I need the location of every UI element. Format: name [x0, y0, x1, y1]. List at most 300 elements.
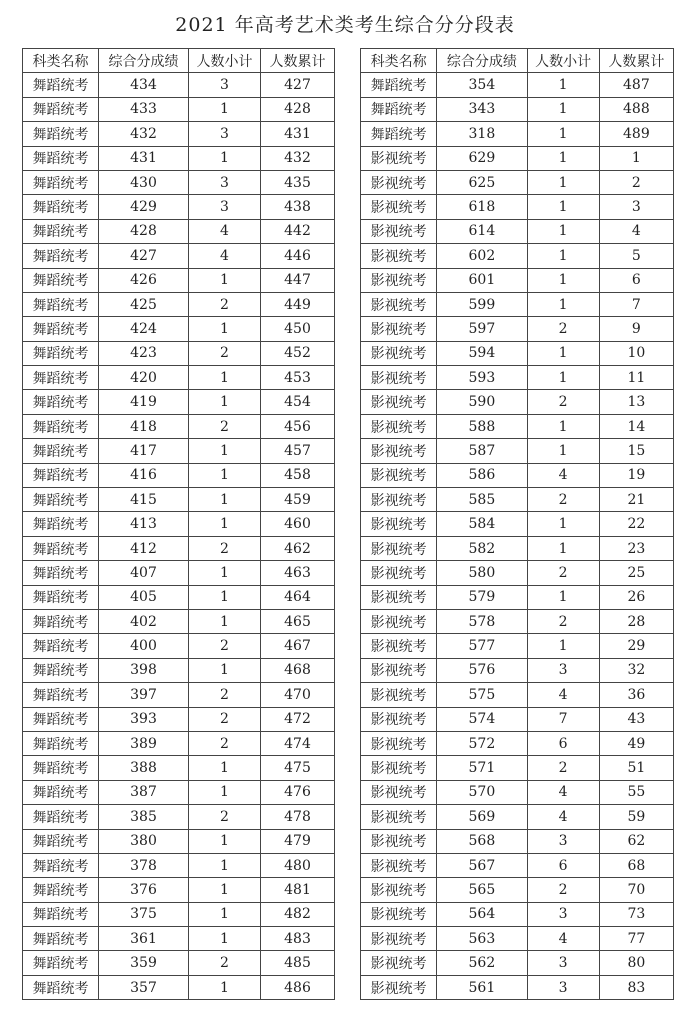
cell-subject: 影视统考 [361, 244, 437, 268]
cell-cumulative: 29 [599, 634, 673, 658]
table-row [361, 829, 674, 853]
cell-count: 1 [527, 292, 599, 316]
cell-cumulative: 22 [599, 512, 673, 536]
table-row [361, 561, 674, 585]
cell-cumulative: 25 [599, 561, 673, 585]
table-row [23, 853, 335, 877]
cell-score: 561 [437, 975, 527, 999]
table-row [23, 390, 335, 414]
cell-subject: 影视统考 [361, 512, 437, 536]
cell-score: 572 [437, 731, 527, 755]
cell-subject: 影视统考 [361, 146, 437, 170]
table-row [23, 975, 335, 999]
cell-count: 2 [527, 561, 599, 585]
table-row [361, 585, 674, 609]
cell-count: 2 [189, 414, 261, 438]
cell-count: 1 [189, 488, 261, 512]
table-row [361, 683, 674, 707]
cell-score: 614 [437, 219, 527, 243]
header-subject: 科类名称 [361, 49, 437, 73]
cell-subject: 舞蹈统考 [23, 463, 99, 487]
header-score: 综合分成绩 [99, 49, 189, 73]
cell-score: 597 [437, 317, 527, 341]
cell-count: 3 [527, 658, 599, 682]
cell-count: 1 [527, 634, 599, 658]
cell-subject: 舞蹈统考 [23, 341, 99, 365]
cell-score: 565 [437, 878, 527, 902]
cell-subject: 影视统考 [361, 561, 437, 585]
cell-cumulative: 28 [599, 609, 673, 633]
cell-score: 568 [437, 829, 527, 853]
cell-subject: 舞蹈统考 [23, 122, 99, 146]
cell-subject: 影视统考 [361, 951, 437, 975]
cell-score: 562 [437, 951, 527, 975]
cell-subject: 舞蹈统考 [23, 439, 99, 463]
cell-subject: 影视统考 [361, 341, 437, 365]
cell-subject: 舞蹈统考 [23, 756, 99, 780]
cell-count: 7 [527, 707, 599, 731]
cell-subject: 影视统考 [361, 829, 437, 853]
table-row [23, 170, 335, 194]
cell-cumulative: 23 [599, 536, 673, 560]
cell-cumulative: 488 [599, 97, 673, 121]
cell-subject: 舞蹈统考 [23, 951, 99, 975]
table-row [23, 317, 335, 341]
cell-cumulative: 62 [599, 829, 673, 853]
cell-cumulative: 428 [261, 97, 335, 121]
cell-score: 584 [437, 512, 527, 536]
cell-score: 380 [99, 829, 189, 853]
cell-subject: 舞蹈统考 [23, 390, 99, 414]
cell-subject: 影视统考 [361, 219, 437, 243]
table-row [361, 878, 674, 902]
cell-subject: 影视统考 [361, 317, 437, 341]
cell-cumulative: 13 [599, 390, 673, 414]
cell-score: 376 [99, 878, 189, 902]
cell-count: 1 [527, 244, 599, 268]
page-title: 2021 年高考艺术类考生综合分分段表 [175, 14, 515, 36]
cell-cumulative: 49 [599, 731, 673, 755]
table-row [23, 951, 335, 975]
cell-score: 424 [99, 317, 189, 341]
cell-score: 420 [99, 366, 189, 390]
table-row [23, 122, 335, 146]
cell-count: 6 [527, 731, 599, 755]
table-row [23, 463, 335, 487]
cell-score: 629 [437, 146, 527, 170]
cell-count: 1 [527, 97, 599, 121]
cell-score: 580 [437, 561, 527, 585]
cell-subject: 舞蹈统考 [361, 122, 437, 146]
cell-subject: 舞蹈统考 [23, 853, 99, 877]
table-row [23, 658, 335, 682]
table-row [361, 975, 674, 999]
cell-subject: 影视统考 [361, 536, 437, 560]
cell-cumulative: 70 [599, 878, 673, 902]
table-row [23, 488, 335, 512]
cell-score: 593 [437, 366, 527, 390]
cell-count: 1 [189, 317, 261, 341]
cell-count: 1 [527, 268, 599, 292]
cell-score: 433 [99, 97, 189, 121]
cell-subject: 影视统考 [361, 414, 437, 438]
cell-count: 3 [527, 829, 599, 853]
cell-score: 575 [437, 683, 527, 707]
cell-subject: 舞蹈统考 [23, 561, 99, 585]
header-cumulative: 人数累计 [261, 49, 335, 73]
cell-subject: 舞蹈统考 [23, 707, 99, 731]
table-row [23, 512, 335, 536]
cell-count: 1 [189, 463, 261, 487]
cell-subject: 舞蹈统考 [23, 170, 99, 194]
cell-score: 587 [437, 439, 527, 463]
cell-subject: 舞蹈统考 [23, 73, 99, 97]
cell-score: 576 [437, 658, 527, 682]
cell-cumulative: 452 [261, 341, 335, 365]
table-row [361, 756, 674, 780]
cell-subject: 影视统考 [361, 756, 437, 780]
cell-score: 389 [99, 731, 189, 755]
cell-cumulative: 456 [261, 414, 335, 438]
cell-cumulative: 462 [261, 536, 335, 560]
table-row [23, 195, 335, 219]
cell-cumulative: 472 [261, 707, 335, 731]
cell-count: 1 [189, 927, 261, 951]
cell-count: 4 [189, 219, 261, 243]
cell-cumulative: 463 [261, 561, 335, 585]
cell-cumulative: 2 [599, 170, 673, 194]
cell-count: 2 [189, 683, 261, 707]
cell-score: 428 [99, 219, 189, 243]
cell-cumulative: 9 [599, 317, 673, 341]
cell-count: 2 [527, 609, 599, 633]
cell-score: 359 [99, 951, 189, 975]
cell-cumulative: 487 [599, 73, 673, 97]
cell-cumulative: 4 [599, 219, 673, 243]
cell-cumulative: 43 [599, 707, 673, 731]
cell-count: 1 [189, 756, 261, 780]
cell-score: 407 [99, 561, 189, 585]
header-score: 综合分成绩 [437, 49, 527, 73]
cell-score: 418 [99, 414, 189, 438]
cell-count: 1 [527, 146, 599, 170]
cell-cumulative: 460 [261, 512, 335, 536]
cell-subject: 影视统考 [361, 170, 437, 194]
cell-score: 567 [437, 853, 527, 877]
cell-score: 417 [99, 439, 189, 463]
table-row [361, 927, 674, 951]
cell-cumulative: 457 [261, 439, 335, 463]
table-row [361, 902, 674, 926]
cell-cumulative: 489 [599, 122, 673, 146]
table-row [23, 561, 335, 585]
table-row [23, 927, 335, 951]
cell-count: 1 [189, 390, 261, 414]
cell-cumulative: 80 [599, 951, 673, 975]
cell-cumulative: 482 [261, 902, 335, 926]
table-row [361, 170, 674, 194]
cell-cumulative: 485 [261, 951, 335, 975]
cell-count: 1 [189, 780, 261, 804]
cell-score: 405 [99, 585, 189, 609]
cell-cumulative: 459 [261, 488, 335, 512]
cell-score: 402 [99, 609, 189, 633]
cell-score: 434 [99, 73, 189, 97]
cell-cumulative: 21 [599, 488, 673, 512]
cell-subject: 舞蹈统考 [23, 975, 99, 999]
cell-subject: 影视统考 [361, 805, 437, 829]
table-row [23, 731, 335, 755]
cell-count: 1 [189, 853, 261, 877]
cell-count: 1 [527, 585, 599, 609]
cell-score: 398 [99, 658, 189, 682]
header-cumulative: 人数累计 [599, 49, 673, 73]
cell-count: 2 [189, 341, 261, 365]
cell-score: 430 [99, 170, 189, 194]
cell-count: 1 [527, 122, 599, 146]
cell-count: 1 [527, 536, 599, 560]
cell-subject: 舞蹈统考 [23, 268, 99, 292]
cell-cumulative: 10 [599, 341, 673, 365]
table-row [361, 707, 674, 731]
cell-score: 423 [99, 341, 189, 365]
cell-count: 1 [527, 366, 599, 390]
table-row [23, 536, 335, 560]
cell-subject: 影视统考 [361, 731, 437, 755]
table-row [361, 122, 674, 146]
cell-count: 3 [527, 902, 599, 926]
cell-cumulative: 73 [599, 902, 673, 926]
cell-score: 413 [99, 512, 189, 536]
table-row [23, 902, 335, 926]
table-row [361, 366, 674, 390]
cell-count: 1 [189, 512, 261, 536]
cell-score: 574 [437, 707, 527, 731]
cell-cumulative: 486 [261, 975, 335, 999]
table-row [361, 244, 674, 268]
cell-cumulative: 14 [599, 414, 673, 438]
cell-cumulative: 1 [599, 146, 673, 170]
cell-cumulative: 83 [599, 975, 673, 999]
cell-cumulative: 475 [261, 756, 335, 780]
cell-subject: 舞蹈统考 [23, 683, 99, 707]
cell-count: 3 [527, 951, 599, 975]
cell-score: 571 [437, 756, 527, 780]
table-row [23, 244, 335, 268]
table-row [361, 317, 674, 341]
cell-subject: 影视统考 [361, 634, 437, 658]
table-row [23, 683, 335, 707]
cell-score: 564 [437, 902, 527, 926]
table-row [23, 73, 335, 97]
cell-score: 625 [437, 170, 527, 194]
table-row [23, 780, 335, 804]
table-row [361, 341, 674, 365]
cell-subject: 影视统考 [361, 975, 437, 999]
table-row [361, 488, 674, 512]
cell-count: 2 [189, 707, 261, 731]
table-row [23, 219, 335, 243]
cell-count: 1 [189, 829, 261, 853]
cell-count: 1 [527, 439, 599, 463]
cell-subject: 舞蹈统考 [23, 805, 99, 829]
cell-count: 2 [527, 756, 599, 780]
table-header-row [361, 49, 674, 73]
table-row [361, 97, 674, 121]
score-table-left [22, 48, 335, 1000]
table-row [361, 951, 674, 975]
cell-subject: 舞蹈统考 [361, 73, 437, 97]
table-row [23, 97, 335, 121]
cell-subject: 舞蹈统考 [23, 634, 99, 658]
cell-count: 2 [527, 878, 599, 902]
table-row [361, 390, 674, 414]
cell-count: 1 [189, 878, 261, 902]
cell-count: 2 [189, 536, 261, 560]
cell-cumulative: 450 [261, 317, 335, 341]
cell-subject: 舞蹈统考 [23, 902, 99, 926]
cell-cumulative: 480 [261, 853, 335, 877]
cell-count: 2 [527, 488, 599, 512]
cell-score: 393 [99, 707, 189, 731]
cell-count: 1 [527, 512, 599, 536]
cell-score: 590 [437, 390, 527, 414]
table-row [361, 731, 674, 755]
table-row [361, 73, 674, 97]
cell-subject: 舞蹈统考 [23, 585, 99, 609]
table-row [23, 609, 335, 633]
cell-count: 1 [189, 366, 261, 390]
cell-score: 618 [437, 195, 527, 219]
table-row [361, 268, 674, 292]
cell-count: 1 [189, 975, 261, 999]
table-row [361, 536, 674, 560]
cell-count: 1 [527, 414, 599, 438]
cell-cumulative: 435 [261, 170, 335, 194]
cell-subject: 影视统考 [361, 439, 437, 463]
cell-score: 588 [437, 414, 527, 438]
cell-count: 1 [527, 341, 599, 365]
cell-cumulative: 427 [261, 73, 335, 97]
table-row [23, 805, 335, 829]
cell-count: 4 [527, 463, 599, 487]
cell-score: 385 [99, 805, 189, 829]
cell-cumulative: 467 [261, 634, 335, 658]
cell-subject: 舞蹈统考 [23, 195, 99, 219]
cell-cumulative: 449 [261, 292, 335, 316]
cell-subject: 舞蹈统考 [23, 488, 99, 512]
table-row [361, 146, 674, 170]
cell-subject: 舞蹈统考 [23, 414, 99, 438]
cell-subject: 舞蹈统考 [23, 292, 99, 316]
cell-subject: 影视统考 [361, 780, 437, 804]
cell-score: 416 [99, 463, 189, 487]
cell-subject: 影视统考 [361, 268, 437, 292]
cell-count: 3 [189, 122, 261, 146]
cell-cumulative: 438 [261, 195, 335, 219]
cell-score: 569 [437, 805, 527, 829]
cell-count: 1 [189, 609, 261, 633]
cell-subject: 影视统考 [361, 927, 437, 951]
cell-subject: 舞蹈统考 [23, 317, 99, 341]
cell-cumulative: 432 [261, 146, 335, 170]
cell-cumulative: 11 [599, 366, 673, 390]
cell-score: 570 [437, 780, 527, 804]
cell-score: 427 [99, 244, 189, 268]
cell-cumulative: 447 [261, 268, 335, 292]
cell-cumulative: 454 [261, 390, 335, 414]
cell-subject: 影视统考 [361, 463, 437, 487]
cell-score: 318 [437, 122, 527, 146]
cell-score: 594 [437, 341, 527, 365]
cell-subject: 影视统考 [361, 609, 437, 633]
cell-count: 1 [189, 439, 261, 463]
cell-subject: 影视统考 [361, 195, 437, 219]
cell-score: 388 [99, 756, 189, 780]
cell-subject: 影视统考 [361, 292, 437, 316]
cell-cumulative: 7 [599, 292, 673, 316]
cell-subject: 影视统考 [361, 902, 437, 926]
table-row [23, 756, 335, 780]
cell-score: 602 [437, 244, 527, 268]
cell-count: 3 [189, 170, 261, 194]
cell-cumulative: 77 [599, 927, 673, 951]
cell-score: 582 [437, 536, 527, 560]
header-count: 人数小计 [527, 49, 599, 73]
cell-cumulative: 431 [261, 122, 335, 146]
table-row [23, 439, 335, 463]
cell-score: 563 [437, 927, 527, 951]
table-row [23, 585, 335, 609]
cell-count: 2 [189, 292, 261, 316]
cell-count: 4 [527, 683, 599, 707]
cell-count: 2 [189, 634, 261, 658]
cell-cumulative: 474 [261, 731, 335, 755]
cell-cumulative: 5 [599, 244, 673, 268]
cell-cumulative: 481 [261, 878, 335, 902]
table-row [361, 219, 674, 243]
cell-score: 431 [99, 146, 189, 170]
cell-count: 4 [527, 780, 599, 804]
table-row [361, 463, 674, 487]
table-row [361, 853, 674, 877]
cell-cumulative: 464 [261, 585, 335, 609]
cell-cumulative: 446 [261, 244, 335, 268]
cell-subject: 舞蹈统考 [23, 97, 99, 121]
cell-cumulative: 483 [261, 927, 335, 951]
cell-cumulative: 468 [261, 658, 335, 682]
cell-subject: 舞蹈统考 [23, 244, 99, 268]
cell-subject: 影视统考 [361, 585, 437, 609]
cell-cumulative: 55 [599, 780, 673, 804]
table-row [361, 634, 674, 658]
cell-count: 1 [527, 195, 599, 219]
cell-subject: 舞蹈统考 [23, 927, 99, 951]
cell-cumulative: 465 [261, 609, 335, 633]
header-subject: 科类名称 [23, 49, 99, 73]
cell-subject: 舞蹈统考 [23, 731, 99, 755]
cell-subject: 舞蹈统考 [23, 536, 99, 560]
table-row [361, 512, 674, 536]
cell-count: 2 [189, 805, 261, 829]
cell-count: 4 [189, 244, 261, 268]
table-row [23, 292, 335, 316]
cell-score: 415 [99, 488, 189, 512]
cell-count: 3 [189, 195, 261, 219]
cell-score: 601 [437, 268, 527, 292]
cell-count: 1 [189, 268, 261, 292]
cell-score: 579 [437, 585, 527, 609]
